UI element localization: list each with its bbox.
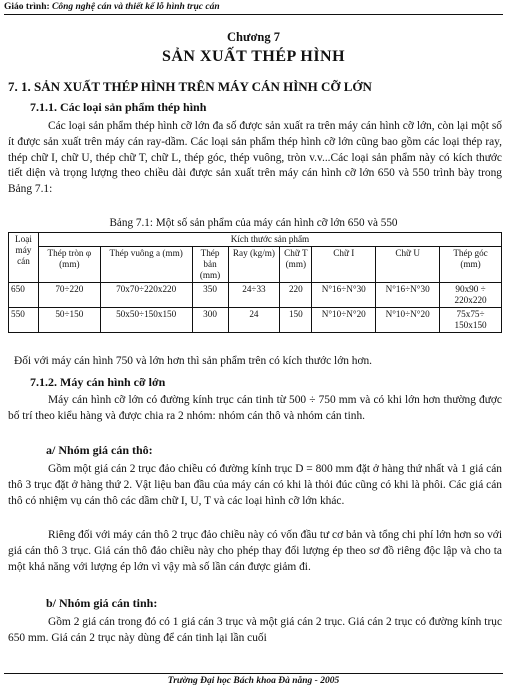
table-cell: 75x75÷ 150x150 [440, 308, 502, 333]
table-header-cell: Thép tròn φ (mm) [38, 247, 100, 283]
header-label: Giáo trình: [4, 2, 50, 12]
table-cell: 24 [228, 308, 280, 333]
table-header-cell: Chữ U [376, 247, 440, 283]
table-cell: 50÷150 [38, 308, 100, 333]
paragraph: Gồm 2 giá cán trong đó có 1 giá cán 3 trục và một giá cán 2 trục. Giá cán 2 trục có đường kính trục 650 mm. Giá cán 2 trục này dùng để cán tinh lại lần cuối [8, 616, 502, 644]
subsection-heading-b: b/ Nhóm giá cán tinh: [46, 596, 158, 610]
table-cell: 90x90 ÷ 220x220 [440, 283, 502, 308]
table-row [9, 308, 502, 333]
page-header [4, 1, 503, 15]
table-cell: N°10÷N°20 [376, 308, 440, 333]
product-size-table [8, 232, 502, 333]
table-group-header-row [9, 233, 502, 247]
subsection-heading-7-1-1: 7.1.1. Các loại sản phẩm thép hình [30, 100, 207, 114]
table-cell: 70x70÷220x220 [100, 283, 192, 308]
table-header-row [9, 247, 502, 283]
table-header-mill: Loại máy cán [9, 233, 39, 283]
table-group-header: Kích thước sản phẩm [38, 233, 501, 247]
table-cell: N°16÷N°30 [376, 283, 440, 308]
chapter-title: SẢN XUẤT THÉP HÌNH [161, 48, 346, 65]
section-heading: 7. 1. SẢN XUẤT THÉP HÌNH TRÊN MÁY CÁN HÌNH CỠ LỚN [8, 79, 372, 94]
table-header-cell: Thép vuông a (mm) [100, 247, 192, 283]
table-cell: 350 [192, 283, 228, 308]
table-cell: 550 [9, 308, 39, 333]
paragraph: Các loại sản phẩm thép hình cỡ lớn đa số được sản xuất ra trên máy cán hình cỡ lớn, còn lại một số ít được sản xuất trên máy cán ray-dầm. Các loại sản phẩm thép hình cỡ lớn cũng bao gồm các loại thép ray, thép chữ I, chữ U, thép chữ T, chữ L, thép góc, thép vuông, tròn v.v...Các loại sản phẩm này có kích thước tiết diện và trọng lượng theo chiều dài được sản xuất trên máy cán hình cỡ lớn 650 và 550 trình bày trong Bảng 7.1: [8, 120, 502, 196]
table-cell: 24÷33 [228, 283, 280, 308]
table-cell: 50x50÷150x150 [100, 308, 192, 333]
header-course: Công nghệ cán và thiết kế lỗ hình trục cán [52, 2, 220, 12]
paragraph: Đối với máy cán hình 750 và lớn hơn thì sản phẩm trên có kích thước lớn hơn. [14, 355, 373, 367]
paragraph: Gồm một giá cán 2 trục đảo chiều có đường kính trục D = 800 mm đặt ở hàng thứ nhất và 1 giá cán thô 3 trục đặt ở hàng thứ 2. Vật liệu ban đầu của máy cán có khi là thỏi đúc cũng có khi là phôi. Các giá cán thô có nhiệm vụ cán thô các dầm chữ I, U, T và các loại hình cỡ lớn khác. [8, 463, 502, 507]
table-header-cell: Thép góc (mm) [440, 247, 502, 283]
paragraph: Máy cán hình cỡ lớn có đường kính trục cán tinh từ 500 ÷ 750 mm và có khi lớn hơn thường được bố trí theo kiểu hàng và được chia ra 2 nhóm: nhóm cán thô và nhóm cán tinh. [8, 394, 502, 422]
table-header-cell: Thép bản (mm) [192, 247, 228, 283]
table-cell: 300 [192, 308, 228, 333]
table-cell: 150 [280, 308, 312, 333]
subsection-heading-a: a/ Nhóm giá cán thô: [46, 443, 153, 457]
table-header-cell: Chữ T (mm) [280, 247, 312, 283]
table-caption: Bảng 7.1: Một số sản phẩm của máy cán hình cỡ lớn 650 và 550 [109, 217, 398, 229]
table-header-cell: Chữ I [312, 247, 376, 283]
table-cell: N°16÷N°30 [312, 283, 376, 308]
table-row [9, 283, 502, 308]
table-cell: 70÷220 [38, 283, 100, 308]
table-header-cell: Ray (kg/m) [228, 247, 280, 283]
table-cell: N°10÷N°20 [312, 308, 376, 333]
page-footer: Trường Đại học Bách khoa Đà nẵng - 2005 [4, 673, 503, 686]
table-cell: 220 [280, 283, 312, 308]
paragraph: Riêng đối với máy cán thô 2 trục đảo chiều này có vốn đầu tư cơ bản và tổng chi phí lớn hơn so với giá cán thô 3 trục. Giá cán thô đảo chiều này cho phép thay đổi lượng ép theo sơ đồ riêng độc lập và cho ta một khả năng với lượng ép lớn vì vậy mà số lần cán được giảm đi. [8, 529, 502, 573]
table-cell: 650 [9, 283, 39, 308]
subsection-heading-7-1-2: 7.1.2. Máy cán hình cỡ lớn [30, 375, 166, 389]
chapter-number: Chương 7 [227, 30, 280, 44]
